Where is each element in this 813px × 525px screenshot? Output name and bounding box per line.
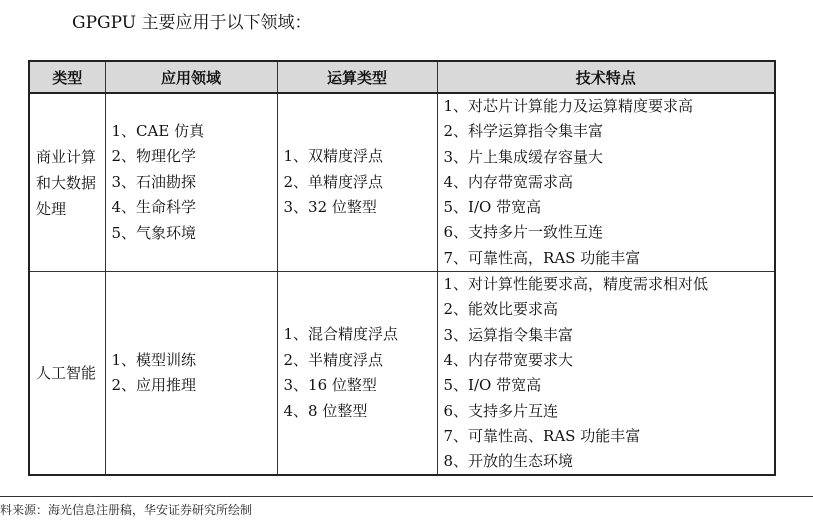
features-cell (437, 93, 775, 272)
gpgpu-application-table (28, 60, 776, 476)
list-item: 2、能效比要求高 (443, 300, 559, 319)
list-item: 7、可靠性高，RAS 功能丰富 (443, 248, 641, 267)
list-item: 4、内存带宽需求高 (443, 172, 574, 191)
list-item: 3、石油勘探 (111, 172, 197, 191)
domain-cell: 商业计算和大数据处理 (29, 93, 105, 272)
list-item: 1、混合精度浮点 (283, 325, 399, 344)
list-item: 8、开放的生态环境 (443, 452, 574, 471)
list-item: 3、运算指令集丰富 (443, 325, 574, 344)
list-item: 1、模型训练 (111, 350, 197, 369)
list-item: 4、内存带宽要求大 (443, 350, 574, 369)
domain-cell: 人工智能 (29, 272, 105, 476)
list-item: 2、应用推理 (111, 376, 197, 395)
list-item: 3、32 位整型 (283, 198, 377, 217)
applications-cell (105, 272, 277, 476)
header-compute-type: 运算类型 (277, 61, 437, 93)
list-item: 6、支持多片互连 (443, 401, 559, 420)
list-item: 1、对计算性能要求高，精度需求相对低 (443, 275, 709, 294)
table-row (29, 93, 775, 272)
list-item: 5、气象环境 (111, 223, 197, 242)
header-type: 类型 (29, 61, 105, 93)
list-item: 2、半精度浮点 (283, 350, 384, 369)
list-item: 4、8 位整型 (283, 401, 368, 420)
table-row (29, 272, 775, 476)
compute-types-cell (277, 93, 437, 272)
source-note: 料来源：海光信息注册稿，华安证券研究所绘制 (0, 503, 253, 517)
features-cell (437, 272, 775, 476)
list-item: 1、CAE 仿真 (111, 121, 205, 140)
compute-types-cell (277, 272, 437, 476)
applications-cell (105, 93, 277, 272)
list-item: 3、16 位整型 (283, 376, 377, 395)
source-divider (0, 496, 813, 497)
header-application-field: 应用领域 (105, 61, 277, 93)
list-item: 7、可靠性高、RAS 功能丰富 (443, 426, 641, 445)
list-item: 2、科学运算指令集丰富 (443, 122, 604, 141)
list-item: 2、单精度浮点 (283, 172, 384, 191)
list-item: 4、生命科学 (111, 198, 197, 217)
list-item: 2、物理化学 (111, 147, 197, 166)
list-item: 6、支持多片一致性互连 (443, 223, 604, 242)
list-item: 5、I/O 带宽高 (443, 376, 542, 395)
list-item: 5、I/O 带宽高 (443, 198, 542, 217)
list-item: 3、片上集成缓存容量大 (443, 147, 604, 166)
header-technical-features: 技术特点 (437, 61, 775, 93)
list-item: 1、双精度浮点 (283, 147, 384, 166)
list-item: 1、对芯片计算能力及运算精度要求高 (443, 97, 694, 115)
intro-text: GPGPU 主要应用于以下领域： (72, 13, 312, 33)
table-header-row (29, 61, 775, 93)
